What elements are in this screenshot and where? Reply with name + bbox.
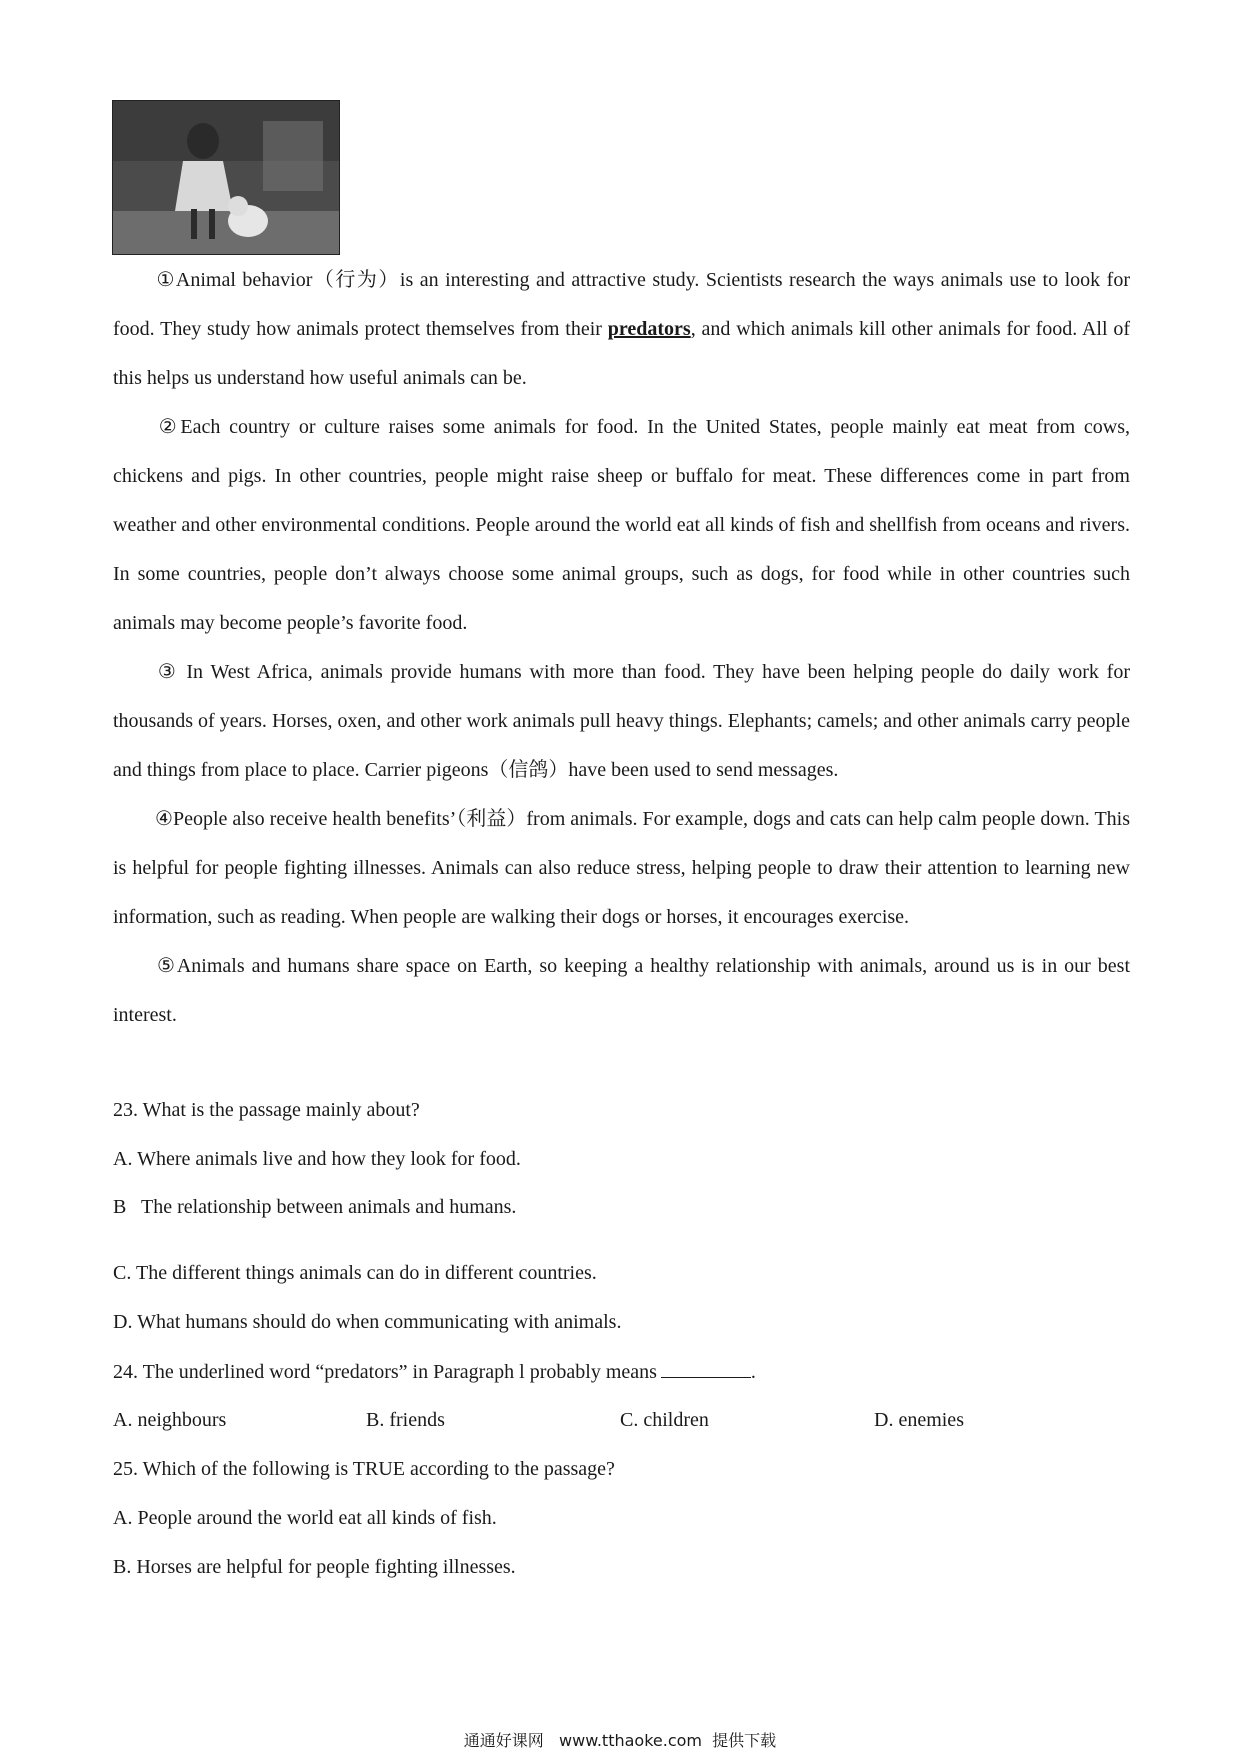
- paragraph-5: [113, 942, 1130, 1040]
- question-24-stem: [113, 1359, 756, 1384]
- paragraph-1-text-end: , and which animals kill other animals for food. All of this helps us understand how useful animals can be.: [113, 318, 1131, 389]
- question-25-option-a: A. People around the world eat all kinds of fish.: [113, 1507, 497, 1529]
- paragraph-1: [113, 256, 1130, 403]
- question-23-option-d: D. What humans should do when communicating with animals.: [113, 1311, 622, 1333]
- underlined-word: predators: [607, 318, 691, 340]
- paragraph-5-text: ⑤Animals and humans share space on Earth, so keeping a healthy relationship with animals, around us is in our best interest.: [113, 955, 1130, 1026]
- passage-photo: [112, 100, 340, 255]
- page-footer: 通通好课网 www.tthaoke.com 提供下载: [463, 1731, 777, 1750]
- paragraph-3: [113, 648, 1130, 795]
- question-23-option-a: A. Where animals live and how they look for food.: [113, 1148, 521, 1170]
- paragraph-4: [113, 795, 1130, 942]
- paragraph-2: [113, 403, 1130, 648]
- question-24-option-c: C. children: [620, 1409, 709, 1431]
- paragraph-4-text: ④People also receive health benefits’（利益）from animals. For example, dogs and cats can help calm people down. This is helpful for people fighting illnesses. Animals can also reduce stress, helping people to draw their attention to learning new information, such as reading. When people are walking their dogs or horses, it encourages exercise.: [113, 808, 1130, 928]
- question-23-option-c: C. The different things animals can do in different countries.: [113, 1262, 597, 1284]
- passage: [113, 256, 1130, 1040]
- question-25-option-b: B. Horses are helpful for people fighting illnesses.: [113, 1556, 516, 1578]
- paragraph-3-text: ③ In West Africa, animals provide humans with more than food. They have been helping people do daily work for thousands of years. Horses, oxen, and other work animals pull heavy things. Elephants; camels; and other animals carry people and things from place to place. Carrier pigeons（信鸽）have been used to send messages.: [113, 661, 1130, 781]
- question-23-stem: 23. What is the passage mainly about?: [113, 1099, 420, 1121]
- paragraph-2-text: ②Each country or culture raises some animals for food. In the United States, people mainly eat meat from cows, chickens and pigs. In other countries, people might raise sheep or buffalo for meat. These differences come in part from weather and other environmental conditions. People around the world eat all kinds of fish and shellfish from oceans and rivers. In some countries, people don’t always choose some animal groups, such as dogs, for food while in other countries such animals may become people’s favorite food.: [113, 416, 1130, 634]
- question-24-option-a: A. neighbours: [113, 1409, 227, 1431]
- question-24-stem-end: .: [750, 1361, 756, 1383]
- question-24-option-d: D. enemies: [874, 1409, 964, 1431]
- question-25-stem: 25. Which of the following is TRUE according to the passage?: [113, 1458, 615, 1480]
- question-24-stem-text: 24. The underlined word “predators” in Paragraph l probably means: [113, 1361, 657, 1383]
- question-23-option-b: B The relationship between animals and humans.: [113, 1196, 517, 1218]
- paragraph-1-text: ①Animal behavior（行为）is an interesting and attractive study. Scientists research the ways animals use to look for food. They study how animals protect themselves from their: [113, 269, 1130, 340]
- answer-blank: [661, 1359, 751, 1378]
- question-24-option-b: B. friends: [366, 1409, 445, 1431]
